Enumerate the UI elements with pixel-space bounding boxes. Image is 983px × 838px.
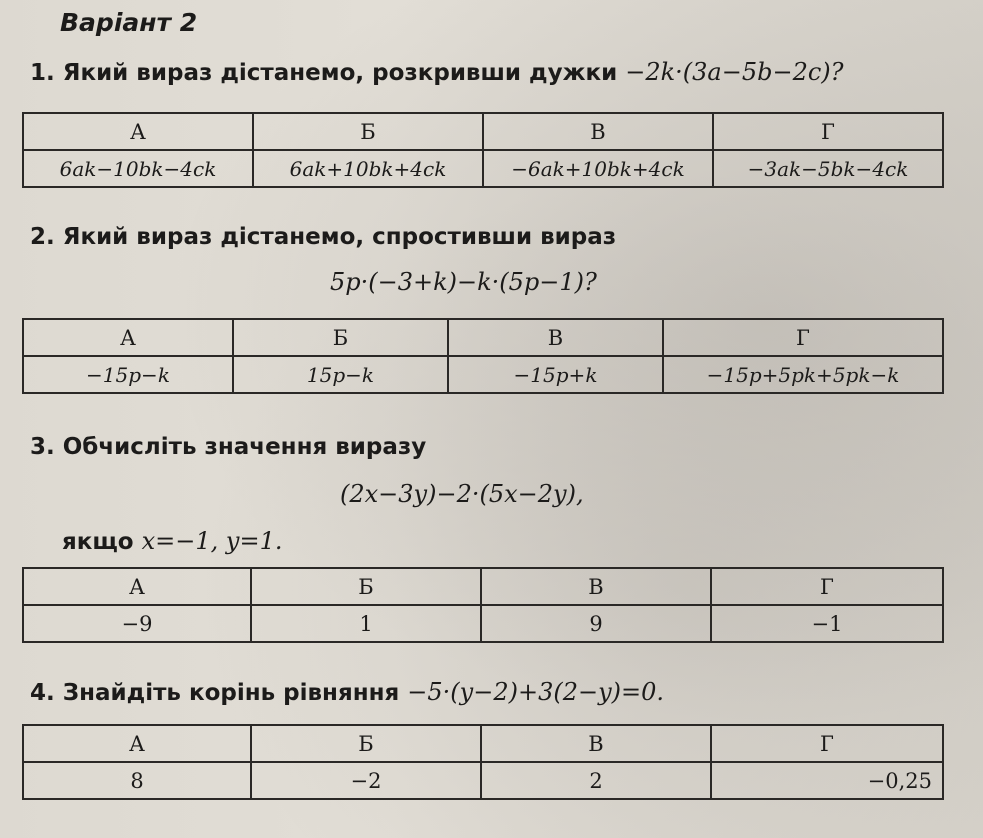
option-label-b: Б <box>251 568 481 605</box>
answer-table-1 <box>22 112 944 188</box>
answer-table-3 <box>22 567 944 643</box>
option-label-b: Б <box>251 725 481 762</box>
option-value-v: 2 <box>481 762 711 799</box>
question-2 <box>30 224 616 250</box>
option-value-a: 6ak−10bk−4ck <box>23 150 253 187</box>
option-label-a: А <box>23 319 233 356</box>
question-3-expression: (2x−3y)−2·(5x−2y), <box>340 480 584 508</box>
answer-table-4 <box>22 724 944 800</box>
question-2-text: Який вираз дістанемо, спростивши вираз <box>62 224 617 250</box>
option-value-v: 9 <box>481 605 711 642</box>
answer-table-2 <box>22 318 944 394</box>
option-label-v: В <box>481 568 711 605</box>
question-3-condition <box>62 527 282 555</box>
question-3-number: 3. <box>30 434 55 460</box>
option-label-a: А <box>23 568 251 605</box>
option-value-b: 1 <box>251 605 481 642</box>
option-value-g: −3ak−5bk−4ck <box>713 150 943 187</box>
question-1-number: 1. <box>30 60 55 86</box>
option-value-g: −1 <box>711 605 943 642</box>
option-label-a: А <box>23 113 253 150</box>
option-value-v: −15p+k <box>448 356 663 393</box>
question-1-text: Який вираз дістанемо, розкривши дужки <box>62 60 618 86</box>
variant-title: Варіант 2 <box>60 8 198 37</box>
option-label-g: Г <box>711 568 943 605</box>
question-1 <box>30 58 844 86</box>
option-value-a: −9 <box>23 605 251 642</box>
option-value-v: −6ak+10bk+4ck <box>483 150 713 187</box>
question-3-condition-word: якщо <box>62 529 134 555</box>
option-label-v: В <box>448 319 663 356</box>
option-value-a: 8 <box>23 762 251 799</box>
option-label-g: Г <box>663 319 943 356</box>
option-value-g: −15p+5pk+5pk−k <box>663 356 943 393</box>
option-value-g: −0,25 <box>711 762 943 799</box>
option-label-a: А <box>23 725 251 762</box>
option-label-b: Б <box>233 319 448 356</box>
question-4-text: Знайдіть корінь рівняння <box>62 680 400 706</box>
question-3-condition-values: x=−1, y=1. <box>141 527 283 555</box>
question-2-expression: 5p·(−3+k)−k·(5p−1)? <box>330 268 597 296</box>
question-3 <box>30 434 426 460</box>
question-3-text: Обчисліть значення виразу <box>62 434 427 460</box>
option-label-v: В <box>483 113 713 150</box>
option-label-v: В <box>481 725 711 762</box>
option-value-a: −15p−k <box>23 356 233 393</box>
question-1-expression: −2k·(3a−5b−2c)? <box>625 58 844 86</box>
question-4-expression: −5·(y−2)+3(2−y)=0. <box>407 678 665 706</box>
option-value-b: 6ak+10bk+4ck <box>253 150 483 187</box>
question-4-number: 4. <box>30 680 55 706</box>
question-2-number: 2. <box>30 224 55 250</box>
option-label-g: Г <box>713 113 943 150</box>
option-label-g: Г <box>711 725 943 762</box>
option-label-b: Б <box>253 113 483 150</box>
question-4 <box>30 678 664 706</box>
option-value-b: 15p−k <box>233 356 448 393</box>
option-value-b: −2 <box>251 762 481 799</box>
